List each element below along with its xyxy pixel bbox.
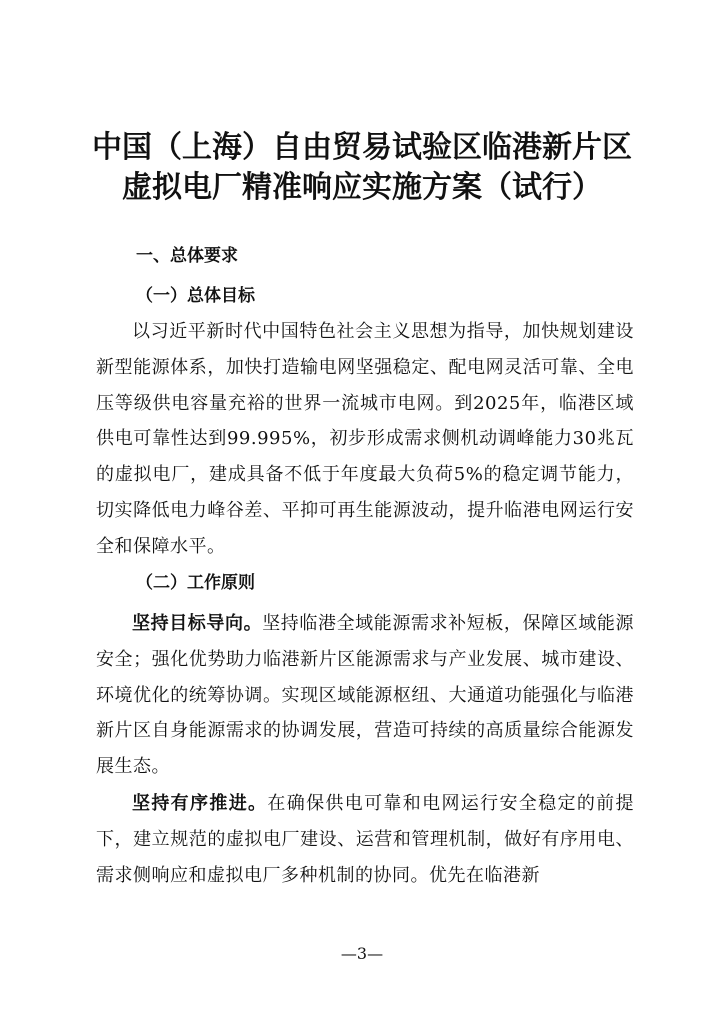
section-heading-general-requirements: 一、总体要求	[136, 246, 238, 266]
paragraph-body-goal-oriented: 坚持临港全域能源需求补短板，保障区域能源安全；强化优势助力临港新片区能源需求与产业发展、城市建设、环境优化的统筹协调。实现区域能源枢纽、大通道功能强化与临港新片区自身能源需求的协调发展，营造可持续的高质量综合能源发展生态。	[96, 613, 635, 778]
paragraph-goal-oriented	[96, 606, 634, 785]
page-number: —3—	[340, 944, 384, 963]
paragraph-lead-goal-oriented: 坚持目标导向。	[132, 613, 263, 634]
paragraph-body-orderly-advance: 在确保供电可靠和电网运行安全稳定的前提下，建立规范的虚拟电厂建设、运营和管理机制，做好有序用电、需求侧响应和虚拟电厂多种机制的协同。优先在临港新	[96, 793, 635, 886]
paragraph-orderly-advance	[96, 786, 634, 893]
document-title-line-1: 中国（上海）自由贸易试验区临港新片区	[92, 130, 632, 165]
document-title-line-2: 虚拟电厂精准响应实施方案（试行）	[122, 170, 602, 205]
paragraph-lead-orderly-advance: 坚持有序推进。	[132, 793, 268, 814]
paragraph-overall-goal: 以习近平新时代中国特色社会主义思想为指导，加快规划建设新型能源体系，加快打造输电网坚强稳定、配电网灵活可靠、全电压等级供电容量充裕的世界一流城市电网。到2025年，临港区域供电可靠性达到99.995%，初步形成需求侧机动调峰能力30兆瓦的虚拟电厂，建成具备不低于年度最大负荷5%的稳定调节能力，切实降低电力峰谷差、平抑可再生能源波动，提升临港电网运行安全和保障水平。	[96, 321, 634, 557]
subsection-heading-overall-goal: （一）总体目标	[136, 286, 255, 306]
subsection-heading-working-principles: （二）工作原则	[136, 573, 255, 593]
